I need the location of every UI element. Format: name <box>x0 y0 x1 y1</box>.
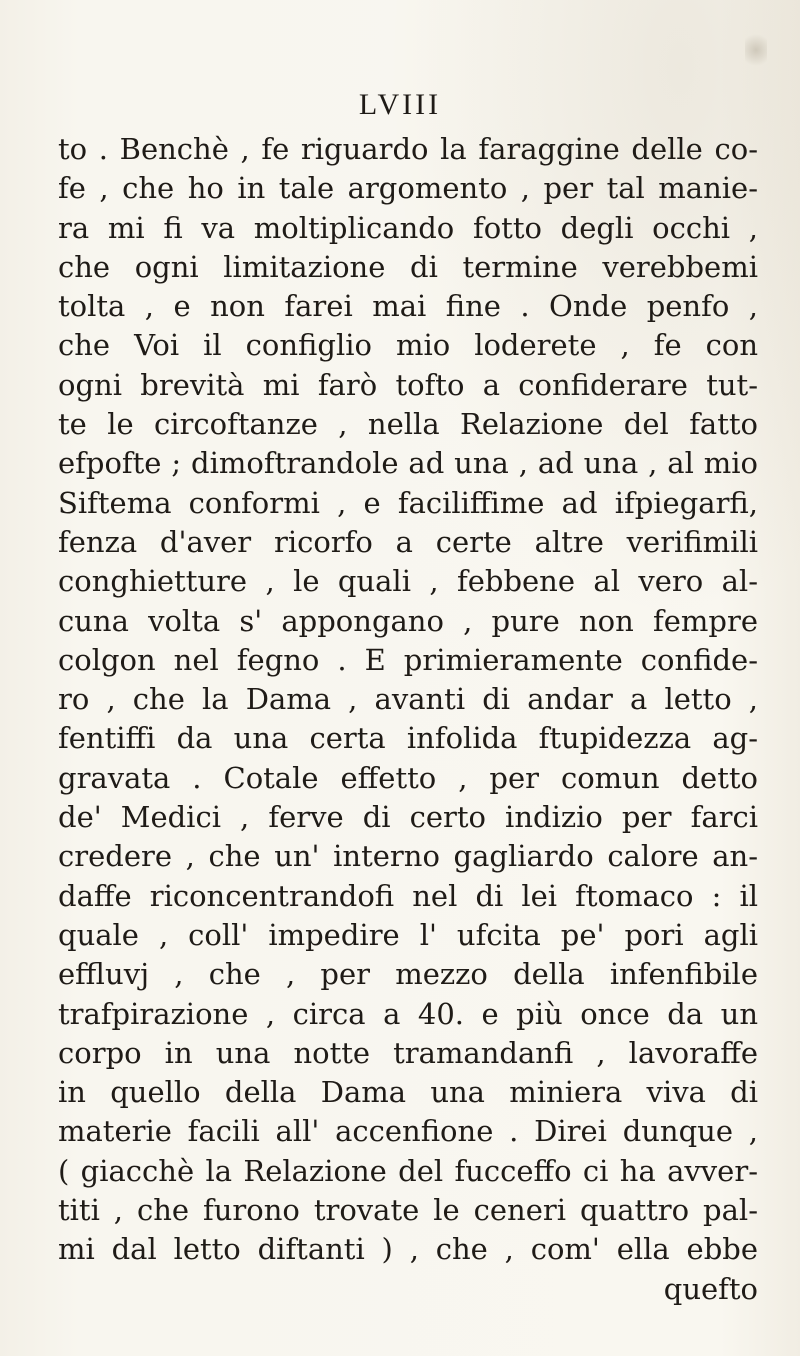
text-line: cuna volta s' appongano , pure non fempre <box>58 603 758 638</box>
text-line: che ogni limitazione di termine verebbemi <box>58 249 758 284</box>
text-line: quale , coll' impedire l' ufcita pe' pori agli <box>58 917 758 952</box>
text-line: quefto <box>663 1271 758 1306</box>
text-line: ogni brevità mi farò tofto a confiderare tut- <box>58 367 758 402</box>
text-line: fenza d'aver ricorfo a certe altre verifimili <box>58 524 758 559</box>
text-line: ( giacchè la Relazione del fucceffo ci ha avver- <box>58 1153 758 1188</box>
text-line: fe , che ho in tale argomento , per tal manie- <box>58 171 758 206</box>
text-line: ro , che la Dama , avanti di andar a letto , <box>58 682 758 717</box>
text-line: to . Benchè , fe riguardo la faraggine delle co- <box>58 132 758 166</box>
text-line: colgon nel fegno . E primieramente confide- <box>58 642 758 677</box>
text-line: daffe riconcentrandofi nel di lei ftomaco : il <box>58 878 758 913</box>
text-line: efpofte ; dimoftrandole ad una , ad una , al mio <box>58 446 758 481</box>
text-line: fentiffi da una certa infolida ftupidezza ag- <box>58 721 758 756</box>
text-line: de' Medici , ferve di certo indizio per farci <box>58 800 758 835</box>
text-line: conghietture , le quali , febbene al vero al- <box>58 564 758 599</box>
text-line: corpo in una notte tramandanfi , lavoraffe <box>58 1035 758 1070</box>
text-line: materie facili all' accenfione . Direi dunque , <box>58 1114 758 1149</box>
text-line: che Voi il configlio mio loderete , fe con <box>58 328 758 363</box>
paper-stain <box>745 30 767 70</box>
text-line: gravata . Cotale effetto , per comun detto <box>58 760 758 795</box>
text-line: trafpirazione , circa a 40. e più once da un <box>58 996 758 1031</box>
text-line: mi dal letto diftanti ) , che , com' ella ebbe <box>58 1232 758 1267</box>
page-number-header: LVIII <box>358 88 442 121</box>
text-line: credere , che un' interno gagliardo calore an- <box>58 839 758 874</box>
text-line: effluvj , che , per mezzo della infenfibile <box>58 957 758 992</box>
text-line: Siftema conformi , e faciliffime ad ifpiegarfi, <box>58 485 758 520</box>
text-line: ra mi fi va moltiplicando fotto degli occhi , <box>58 210 758 245</box>
body-text <box>58 130 758 1309</box>
text-line: in quello della Dama una miniera viva di <box>58 1075 758 1110</box>
text-line: titi , che furono trovate le ceneri quattro pal- <box>58 1193 758 1228</box>
text-line: te le circoftanze , nella Relazione del fatto <box>58 407 758 442</box>
text-line: tolta , e non farei mai fine . Onde penfo , <box>58 289 758 324</box>
